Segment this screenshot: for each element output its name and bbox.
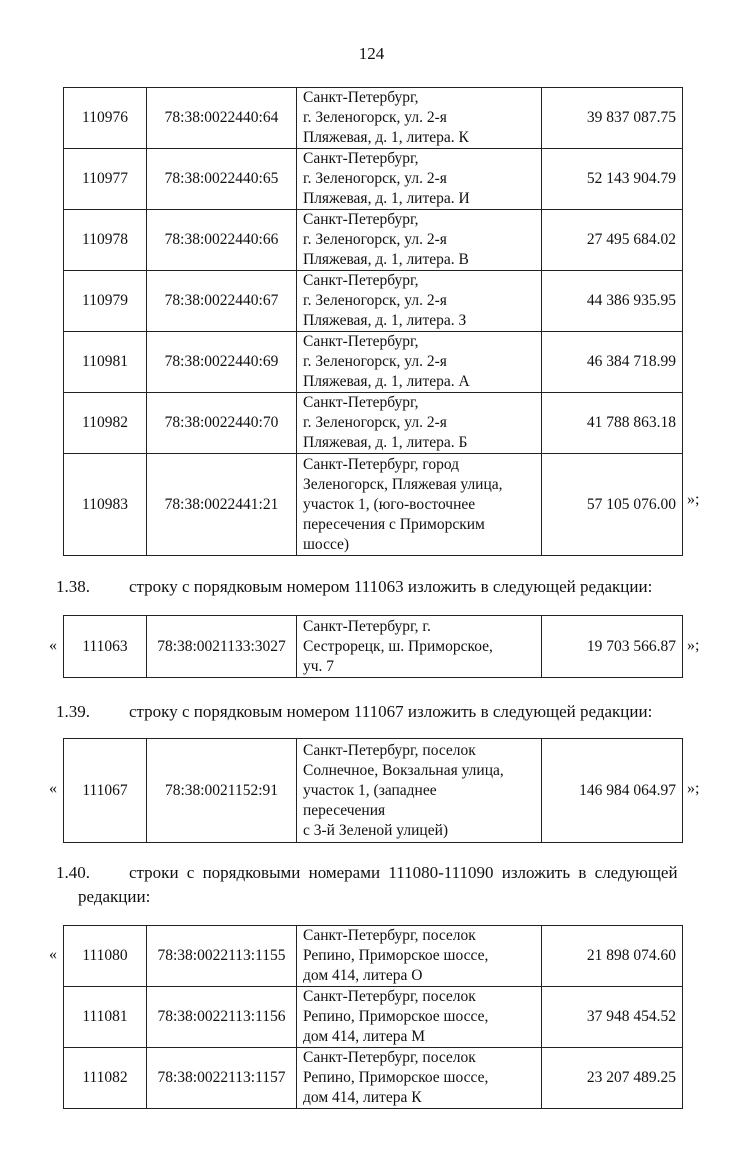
cadastral-value-cell: 19 703 566.87 — [542, 616, 683, 678]
address-line: Пляжевая, д. 1, литера. З — [303, 312, 467, 329]
cadastral-number-cell: 78:38:0022113:1155 — [147, 926, 297, 987]
address-line: Санкт-Петербург, — [303, 333, 419, 350]
address-line: участок 1, (западнее — [303, 781, 437, 799]
cadastral-number-cell: 78:38:0022113:1157 — [147, 1048, 297, 1109]
open-quote: « — [49, 780, 57, 797]
page-number: 124 — [358, 44, 385, 63]
address-cell — [297, 149, 542, 210]
open-quote: « — [49, 946, 57, 963]
cadastral-number-cell: 78:38:0021152:91 — [147, 739, 297, 843]
close-quote: »; — [687, 780, 700, 797]
cadastral-number-cell: 78:38:0022440:69 — [147, 332, 297, 393]
address-line: г. Зеленогорск, ул. 2-я — [303, 231, 447, 248]
cadastral-number-cell: 78:38:0022440:65 — [147, 149, 297, 210]
table-row — [64, 1048, 683, 1109]
address-cell — [297, 271, 542, 332]
cadastral-number-cell: 78:38:0022440:70 — [147, 393, 297, 454]
row-number-cell: 110977 — [64, 149, 147, 210]
address-line: дом 414, литера О — [303, 967, 423, 984]
address-line: Репино, Приморское шоссе, — [303, 1069, 489, 1086]
row-number-cell: 110979 — [64, 271, 147, 332]
section-number: 1.39. — [56, 702, 90, 721]
row-number-cell: 110983 — [64, 454, 147, 556]
row-number-cell: 110982 — [64, 393, 147, 454]
cadastral-number-cell: 78:38:0021133:3027 — [147, 616, 297, 678]
address-line: пересечения — [303, 801, 386, 819]
cadastral-value-cell: 39 837 087.75 — [542, 88, 683, 149]
address-cell — [297, 332, 542, 393]
cadastral-value-cell: 41 788 863.18 — [542, 393, 683, 454]
cadastral-value-cell: 21 898 074.60 — [542, 926, 683, 987]
cadastral-value-cell: 146 984 064.97 — [542, 739, 683, 843]
address-line: Санкт-Петербург, поселок — [303, 927, 476, 944]
table-row — [64, 210, 683, 271]
cadastral-value-cell: 23 207 489.25 — [542, 1048, 683, 1109]
address-line: Санкт-Петербург, — [303, 272, 419, 289]
row-number-cell: 111067 — [64, 739, 147, 843]
address-line: г. Зеленогорск, ул. 2-я — [303, 109, 447, 126]
address-cell — [297, 393, 542, 454]
table-1-40-body — [64, 926, 683, 1109]
address-line: Санкт-Петербург, поселок — [303, 1049, 476, 1066]
cadastral-value-cell: 44 386 935.95 — [542, 271, 683, 332]
table-row — [64, 739, 683, 843]
row-number-cell: 111081 — [64, 987, 147, 1048]
address-cell — [297, 616, 542, 678]
table-1-38-body — [64, 616, 683, 678]
row-number-cell: 111082 — [64, 1048, 147, 1109]
address-line: уч. 7 — [303, 657, 335, 675]
address-line: Санкт-Петербург, — [303, 394, 419, 411]
table-row — [64, 616, 683, 678]
address-line: Репино, Приморское шоссе, — [303, 1008, 489, 1025]
address-cell — [297, 1048, 542, 1109]
table-1-39-body — [64, 739, 683, 843]
section-number: 1.40. — [56, 863, 90, 882]
section-text: строку с порядковым номером 111063 изложить в следующей редакции: — [129, 577, 653, 596]
address-cell — [297, 454, 542, 556]
address-line: г. Зеленогорск, ул. 2-я — [303, 170, 447, 187]
address-line: Санкт-Петербург, — [303, 211, 419, 228]
address-line: Репино, Приморское шоссе, — [303, 947, 489, 964]
table-row — [64, 332, 683, 393]
cadastral-value-cell: 46 384 718.99 — [542, 332, 683, 393]
address-line: Пляжевая, д. 1, литера. Б — [303, 434, 468, 451]
address-line: дом 414, литера М — [303, 1028, 425, 1045]
table-1-body — [64, 88, 683, 556]
address-line: шоссе) — [303, 535, 350, 553]
section-text: строку с порядковым номером 111067 изложить в следующей редакции: — [129, 702, 653, 721]
section-text-line1: строки с порядковыми номерами 111080-111090 изложить в следующей — [129, 863, 678, 882]
address-line: Санкт-Петербург, — [303, 150, 419, 167]
table-1-close-quote: »; — [687, 491, 700, 508]
address-line: Пляжевая, д. 1, литера. К — [303, 129, 469, 146]
cadastral-number-cell: 78:38:0022440:66 — [147, 210, 297, 271]
address-line: Солнечное, Вокзальная улица, — [303, 761, 504, 779]
address-line: Санкт-Петербург, поселок — [303, 741, 476, 759]
address-line: г. Зеленогорск, ул. 2-я — [303, 292, 447, 309]
row-number-cell: 110981 — [64, 332, 147, 393]
table-row — [64, 454, 683, 556]
table-1-40 — [63, 925, 683, 1109]
address-line: Зеленогорск, Пляжевая улица, — [303, 475, 503, 493]
address-cell — [297, 987, 542, 1048]
address-line: участок 1, (юго-восточнее — [303, 495, 476, 513]
table-row — [64, 271, 683, 332]
address-line: пересечения с Приморским — [303, 515, 485, 533]
row-number-cell: 110978 — [64, 210, 147, 271]
cadastral-number-cell: 78:38:0022113:1156 — [147, 987, 297, 1048]
section-text-line2: редакции: — [78, 887, 151, 906]
cadastral-value-cell: 52 143 904.79 — [542, 149, 683, 210]
row-number-cell: 111080 — [64, 926, 147, 987]
section-1-40 — [56, 862, 706, 910]
row-number-cell: 110976 — [64, 88, 147, 149]
open-quote: « — [49, 637, 57, 654]
address-line: Санкт-Петербург, поселок — [303, 988, 476, 1005]
cadastral-number-cell: 78:38:0022441:21 — [147, 454, 297, 556]
table-row — [64, 987, 683, 1048]
section-number: 1.38. — [56, 577, 90, 596]
address-line: с 3-й Зеленой улицей) — [303, 821, 449, 839]
address-line: дом 414, литера К — [303, 1089, 422, 1106]
cadastral-number-cell: 78:38:0022440:64 — [147, 88, 297, 149]
address-cell — [297, 739, 542, 843]
cadastral-value-cell: 57 105 076.00 — [542, 454, 683, 556]
table-1-38 — [63, 615, 683, 678]
cadastral-number-cell: 78:38:0022440:67 — [147, 271, 297, 332]
address-cell — [297, 88, 542, 149]
row-number-cell: 111063 — [64, 616, 147, 678]
address-cell — [297, 926, 542, 987]
address-line: Сестрорецк, ш. Приморское, — [303, 637, 493, 655]
cadastral-value-cell: 37 948 454.52 — [542, 987, 683, 1048]
table-row — [64, 88, 683, 149]
address-line: Пляжевая, д. 1, литера. И — [303, 190, 470, 207]
close-quote: »; — [687, 637, 700, 654]
table-row — [64, 149, 683, 210]
address-cell — [297, 210, 542, 271]
address-line: г. Зеленогорск, ул. 2-я — [303, 353, 447, 370]
address-line: Санкт-Петербург, — [303, 89, 419, 106]
address-line: Санкт-Петербург, г. — [303, 617, 431, 635]
table-row — [64, 926, 683, 987]
table-row — [64, 393, 683, 454]
address-line: г. Зеленогорск, ул. 2-я — [303, 414, 447, 431]
address-line: Пляжевая, д. 1, литера. В — [303, 251, 469, 268]
address-line: Пляжевая, д. 1, литера. А — [303, 373, 470, 390]
table-1 — [63, 87, 683, 556]
cadastral-value-cell: 27 495 684.02 — [542, 210, 683, 271]
address-line: Санкт-Петербург, город — [303, 455, 460, 473]
table-1-39 — [63, 738, 683, 843]
